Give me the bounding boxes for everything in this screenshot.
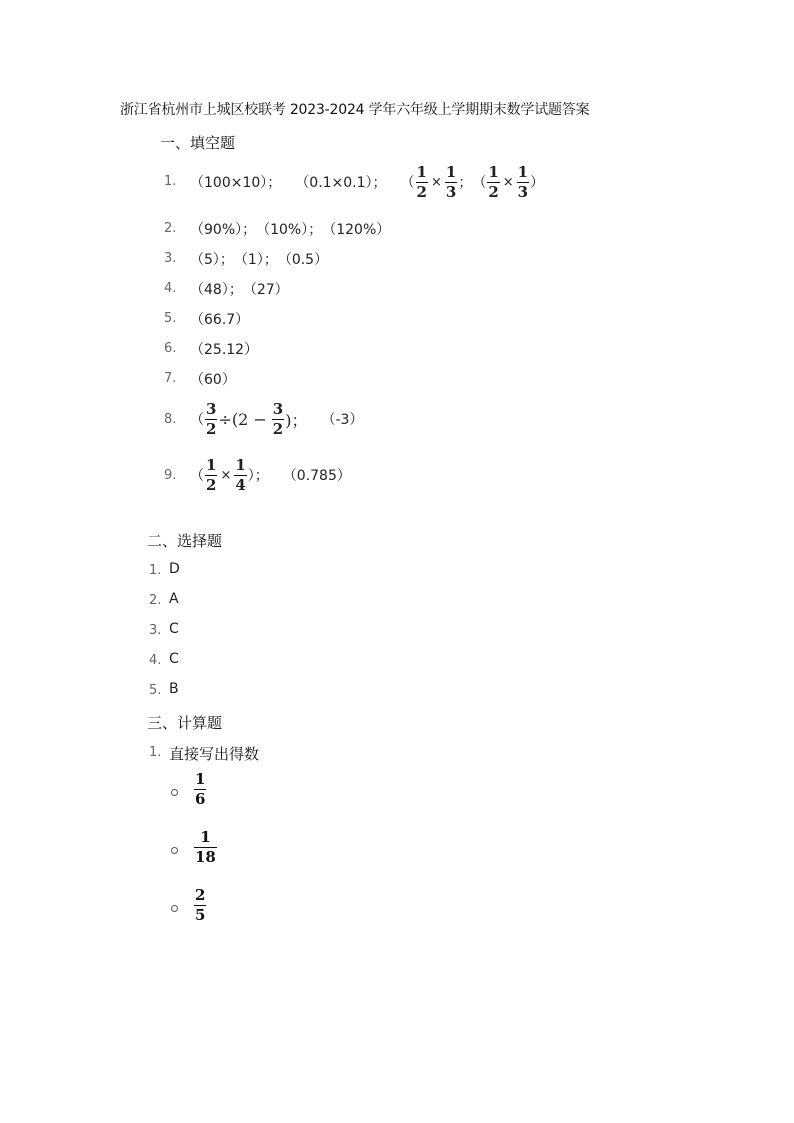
- item-number: 2.: [149, 593, 162, 608]
- numerator: 1: [445, 162, 457, 181]
- numerator: 1: [195, 770, 206, 788]
- circle-bullet-icon: [171, 789, 178, 796]
- answer-text: （100×10）；: [190, 175, 282, 191]
- times-sign: ×: [220, 467, 232, 483]
- separator: ；: [458, 175, 473, 191]
- answer-1-2: （90%）； （10%）； （120%）: [190, 222, 391, 238]
- answer-1-8: [190, 399, 363, 439]
- denominator: 3: [445, 182, 457, 201]
- times-sign: ×: [502, 174, 514, 190]
- answer-text: （0.1×0.1）；: [295, 175, 387, 191]
- answer-1-7: （60）: [190, 372, 236, 388]
- answer-text: （-3）: [321, 412, 364, 428]
- item-number: 4.: [164, 281, 177, 296]
- numerator: 2: [195, 886, 206, 904]
- circle-bullet-icon: [171, 905, 178, 912]
- fraction: [194, 772, 206, 807]
- answer-1-1: [190, 162, 544, 202]
- choice-answer: A: [169, 591, 179, 607]
- choice-answer: B: [169, 681, 179, 697]
- fraction: [487, 162, 499, 201]
- answer-1-5: （66.7）: [190, 312, 250, 328]
- paren-close: ）: [530, 175, 545, 191]
- item-number: 2.: [164, 221, 177, 236]
- item-number: 1.: [149, 745, 162, 760]
- numerator: 1: [206, 455, 217, 474]
- denominator: 3: [517, 182, 529, 201]
- item-number: 5.: [164, 311, 177, 326]
- answer-1-4: （48）； （27）: [190, 282, 289, 298]
- item-number: 4.: [149, 653, 162, 668]
- choice-answer: C: [169, 651, 179, 667]
- denominator: 2: [206, 419, 217, 438]
- item-number: 8.: [164, 412, 177, 427]
- denominator: 4: [235, 475, 246, 494]
- expression-close: )；: [285, 410, 308, 430]
- paren-open: （: [400, 175, 415, 191]
- numerator: 1: [200, 828, 211, 846]
- fraction: [194, 888, 206, 923]
- fraction: [517, 162, 529, 201]
- answer-text: （0.785）: [282, 468, 351, 484]
- section-heading-calculation: 三、计算题: [147, 714, 223, 732]
- denominator: 2: [272, 419, 284, 438]
- fraction: [272, 399, 284, 438]
- denominator: 2: [206, 475, 217, 494]
- numerator: 1: [488, 162, 499, 181]
- item-number: 3.: [164, 251, 177, 266]
- fraction: [205, 455, 217, 494]
- numerator: 1: [235, 455, 246, 474]
- document-title: 浙江省杭州市上城区校联考 2023-2024 学年六年级上学期期末数学试题答案: [120, 102, 590, 118]
- denominator: 6: [195, 790, 206, 808]
- item-number: 5.: [149, 683, 162, 698]
- calc-answer: [193, 772, 207, 807]
- circle-bullet-icon: [171, 847, 178, 854]
- calc-answer: [193, 888, 207, 923]
- choice-answer: D: [169, 561, 180, 577]
- answer-1-3: （5）； （1）； （0.5）: [190, 252, 329, 268]
- answer-1-9: [190, 455, 351, 495]
- numerator: 1: [517, 162, 529, 181]
- denominator: 2: [488, 182, 499, 201]
- fraction: [205, 399, 217, 438]
- paren-open: （: [190, 412, 204, 428]
- paren-close: ）；: [247, 468, 269, 484]
- section-heading-choice: 二、选择题: [147, 532, 223, 550]
- calc-answer: [193, 830, 218, 865]
- times-sign: ×: [430, 174, 442, 190]
- item-number: 7.: [164, 371, 177, 386]
- item-number: 1.: [149, 563, 162, 578]
- fraction: [445, 162, 457, 201]
- denominator: 5: [195, 906, 206, 924]
- numerator: 1: [416, 162, 427, 181]
- denominator: 2: [416, 182, 427, 201]
- fraction: [234, 455, 246, 494]
- paren-open: （: [190, 468, 204, 484]
- denominator: 18: [195, 848, 216, 866]
- fraction: [416, 162, 428, 201]
- paren-open: （: [472, 175, 487, 191]
- fraction: [194, 830, 217, 865]
- item-number: 3.: [149, 623, 162, 638]
- item-number: 6.: [164, 341, 177, 356]
- numerator: 3: [272, 399, 284, 418]
- choice-answer: C: [169, 621, 179, 637]
- item-number: 9.: [164, 468, 177, 483]
- expression-middle: ÷(2 −: [218, 409, 267, 429]
- answer-1-6: （25.12）: [190, 342, 259, 358]
- question-text: 直接写出得数: [169, 745, 260, 763]
- section-heading-fill-in: 一、填空题: [160, 134, 236, 152]
- item-number: 1.: [164, 174, 177, 189]
- numerator: 3: [206, 399, 217, 418]
